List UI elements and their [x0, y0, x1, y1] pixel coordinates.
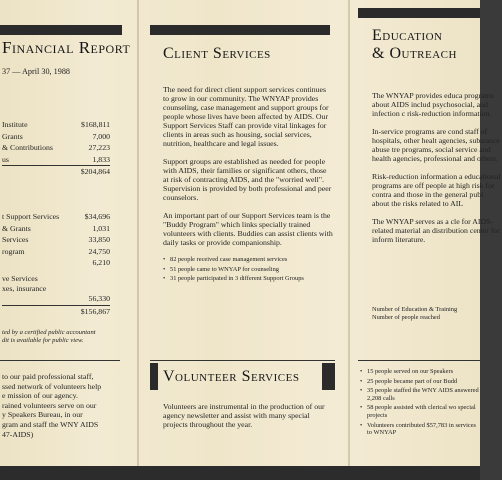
- income-row: us 1,833: [2, 154, 110, 164]
- list-item: • 82 people received case management services: [163, 256, 333, 264]
- expense-row: ve Services: [2, 273, 38, 283]
- client-divider: [150, 360, 335, 361]
- education-heading-bar: [358, 8, 480, 18]
- financial-period: 37 — April 30, 1988: [2, 67, 71, 76]
- list-item: • Volunteers contributed $57,783 in services to WNYAP: [360, 422, 480, 437]
- expense-row: rogram 24,750: [2, 246, 110, 256]
- client-services-body: The need for direct client support services continues to grow in our community. The WNYAP provides counseling, case management and support groups for people whose lives have been affected by AIDS. Our Support Services Staff can provide vital linkages for clients in areas such as housing, social services, nutrition, healthcare and legal issues. Support groups are established as needed for people with AIDS, their families or significant others, those at risk of contracting AIDS, and the "worried well". Supervision is provided by both professional and peer counselors. An important part of our Support Services team is the "Buddy Program" which links specially trained volunteers with clients. Buddies can assist clients with daily tasks or provide companionship. • 82 people received case management services • 51 people came to WNYAP for counseling • 31 people participated in 3 different Support Groups: [163, 85, 333, 285]
- education-divider: [358, 360, 480, 361]
- education-body: The WNYAP provides educa programs about AIDS includ psychosocial, and infection c risk-reduction information. In-service programs are cond staff of hospitals, other healt agencies, substance abuse tre programs, social service and health agencies, professional and others. Risk-reduction information a educational programs are off people at high risk for contra and those in the general publ about the risks related to AIL The WNYAP serves as a cle for AIDS-related material an distribution center for inform literature.: [372, 91, 501, 244]
- client-services-heading: Client Services: [163, 45, 271, 62]
- volunteer-services-body: Volunteers are instrumental in the production of our agency newsletter and assist with many special projects throughout the year.: [163, 402, 325, 429]
- expense-row: t Support Services $34,696: [2, 212, 110, 221]
- list-item: • 51 people came to WNYAP for counseling: [163, 266, 333, 274]
- income-row: Institute $168,811: [2, 120, 110, 129]
- financial-report-heading: Financial Report: [2, 38, 131, 57]
- list-item: • 15 people served on our Speakers: [360, 368, 480, 376]
- audit-note: ted by a certified public accountant dit is available for public view.: [2, 329, 96, 344]
- client-heading-bar: [150, 25, 330, 35]
- expense-row: 56,330: [88, 294, 110, 303]
- expense-row: & Grants 1,031: [2, 223, 110, 233]
- list-item: • 58 people assisted with clerical wo special projects: [360, 404, 480, 419]
- education-outreach-heading: Education & Outreach: [372, 27, 457, 62]
- income-row: Grants 7,000: [2, 131, 110, 141]
- volunteer-stats: [360, 368, 480, 439]
- panel-fold-left: [137, 0, 139, 480]
- volunteer-heading-mark-left: [150, 363, 158, 390]
- volunteer-heading-mark-right: [322, 363, 335, 390]
- income-row: & Contributions 27,223: [2, 143, 110, 152]
- expense-row: xes, insurance: [2, 284, 47, 293]
- volunteer-services-heading: Volunteer Services: [163, 368, 300, 385]
- expense-table: [2, 211, 110, 317]
- expense-total-row: $156,867: [2, 305, 110, 318]
- expense-row: 6,210: [92, 258, 110, 267]
- client-stats-list: [163, 256, 333, 283]
- education-stats: Number of Education & Training Number of people reached: [372, 306, 458, 321]
- bottom-shadow-band: [0, 466, 480, 480]
- volunteer-intro: to our paid professional staff, ssed network of volunteers help e mission of our agency. rained volunteers serve on our y Speakers Bureau, in our gram and staff the WNY AIDS 47-AIDS): [2, 372, 102, 439]
- financial-heading-bar: [0, 25, 122, 35]
- volunteer-stats-list: [360, 368, 480, 437]
- income-total-row: $204,864: [2, 165, 110, 178]
- expense-row: Services 33,850: [2, 235, 110, 244]
- panel-fold-right: [348, 0, 350, 480]
- list-item: • 25 people became part of our Budd: [360, 378, 480, 386]
- list-item: • 31 people participated in 3 different Support Groups: [163, 275, 333, 283]
- list-item: • 35 people staffed the WNY AIDS answered 2,208 calls: [360, 387, 480, 402]
- income-table: [2, 119, 110, 178]
- financial-divider: [0, 360, 120, 361]
